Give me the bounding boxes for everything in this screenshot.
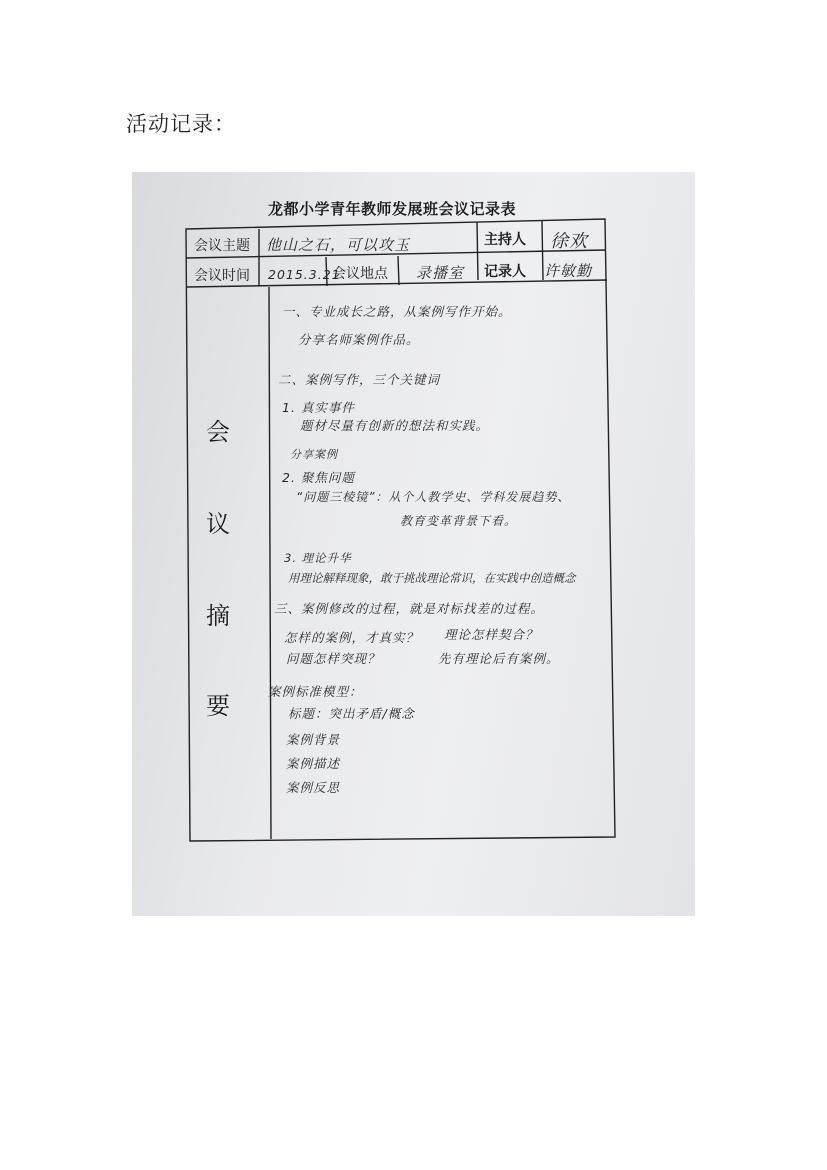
summary-label-char-3: 摘 <box>206 602 230 630</box>
summary-line: 案例反思 <box>286 780 341 795</box>
summary-line: “问题三棱镜”：从个人教学史、学科发展趋势、 <box>296 490 571 504</box>
summary-line: 标题：突出矛盾/概念 <box>288 706 415 721</box>
label-host: 主持人 <box>484 232 526 248</box>
label-topic: 会议主题 <box>194 238 250 254</box>
value-topic: 他山之石，可以攻玉 <box>266 236 411 254</box>
label-recorder: 记录人 <box>484 264 526 280</box>
summary-line: 分享案例 <box>290 448 338 461</box>
meeting-record-form <box>132 172 695 916</box>
value-host: 徐欢 <box>550 231 588 252</box>
summary-label-char-4: 要 <box>206 692 230 720</box>
summary-line: 二、案例写作，三个关键词 <box>278 372 441 387</box>
summary-line: 案例背景 <box>286 732 341 747</box>
summary-line: 案例描述 <box>286 756 341 771</box>
summary-line: 1. 真实事件 <box>282 400 355 415</box>
form-title: 龙都小学青年教师发展班会议记录表 <box>268 200 517 218</box>
summary-line: 2. 聚焦问题 <box>282 470 355 485</box>
value-recorder: 许敏勤 <box>544 262 593 280</box>
summary-line: 用理论解释现象，敢于挑战理论常识，在实践中创造概念 <box>288 571 576 585</box>
summary-line: 先有理论后有案例。 <box>438 651 560 666</box>
label-time: 会议时间 <box>194 268 250 284</box>
summary-line: 问题怎样突现？ <box>286 651 381 666</box>
summary-line: 题材尽量有创新的想法和实践。 <box>300 418 490 433</box>
summary-line: 一、专业成长之路，从案例写作开始。 <box>282 304 512 319</box>
label-place: 会议地点 <box>332 266 388 282</box>
summary-line: 3. 理论升华 <box>284 551 352 565</box>
section-heading: 活动记录： <box>126 112 236 136</box>
summary-line: 案例标准模型： <box>268 684 363 699</box>
value-place: 录播室 <box>416 264 465 282</box>
summary-line: 三、案例修改的过程，就是对标找差的过程。 <box>274 601 545 616</box>
summary-line: 理论怎样契合？ <box>444 627 539 642</box>
summary-line: 教育变革背景下看。 <box>400 514 518 528</box>
value-time: 2015.3.21 <box>268 267 341 282</box>
summary-line: 分享名师案例作品。 <box>298 332 420 347</box>
summary-label-char-1: 会 <box>206 418 230 446</box>
document-photo <box>132 172 695 916</box>
summary-label-char-2: 议 <box>206 510 230 538</box>
summary-line: 怎样的案例，才真实？ <box>284 630 420 645</box>
